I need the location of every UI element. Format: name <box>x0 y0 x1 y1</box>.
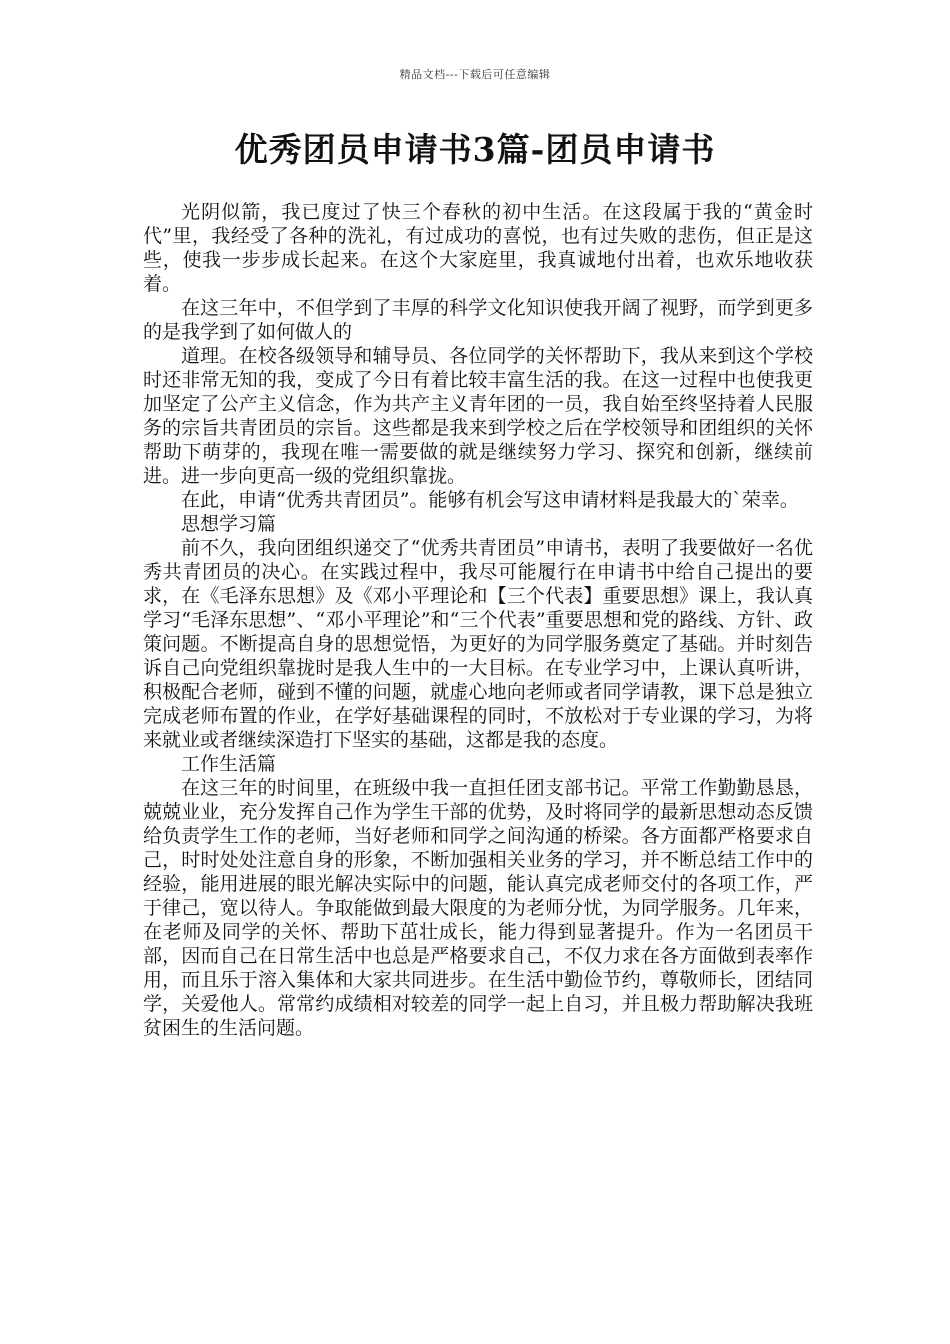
paragraph: 光阴似箭，我已度过了快三个春秋的初中生活。在这段属于我的“黄金时代”里，我经受了各种的洗礼，有过成功的喜悦，也有过失败的悲伤，但正是这些，使我一步步成长起来。在这个大家庭里，我真诚地付出着，也欢乐地收获着。 <box>143 201 813 295</box>
document-body <box>143 200 813 1040</box>
section-heading: 工作生活篇 <box>181 753 277 775</box>
document-title: 优秀团员申请书3篇-团员申请书 <box>234 130 716 169</box>
paragraph: 道理。在校各级领导和辅导员、各位同学的关怀帮助下，我从来到这个学校时还非常无知的我，变成了今日有着比较丰富生活的我。在这一过程中也使我更加坚定了公产主义信念，作为共产主义青年团的一员，我自始至终坚持着人民服务的宗旨共青团员的宗旨。这些都是我来到学校之后在学校领导和团组织的关怀帮助下萌芽的，我现在唯一需要做的就是继续努力学习、探究和创新，继续前进。进一步向更高一级的党组织靠拢。 <box>143 345 813 487</box>
header-note: 精品文档---下载后可任意编辑 <box>399 68 551 81</box>
paragraph: 在这三年中，不但学到了丰厚的科学文化知识使我开阔了视野，而学到更多的是我学到了如何做人的 <box>143 297 813 343</box>
paragraph: 在这三年的时间里，在班级中我一直担任团支部书记。平常工作勤勤恳恳，兢兢业业，充分发挥自己作为学生干部的优势，及时将同学的最新思想动态反馈给负责学生工作的老师，当好老师和同学之间沟通的桥梁。各方面都严格要求自己，时时处处注意自身的形象，不断加强相关业务的学习，并不断总结工作中的经验，能用进展的眼光解决实际中的问题，能认真完成老师交付的各项工作，严于律己，宽以待人。争取能做到最大限度的为老师分忧，为同学服务。几年来，在老师及同学的关怀、帮助下茁壮成长，能力得到显著提升。作为一名团员干部，因而自己在日常生活中也总是严格要求自己，不仅力求在各方面做到表率作用，而且乐于溶入集体和大家共同进步。在生活中勤俭节约，尊敬师长，团结同学，关爱他人。常常约成绩相对较差的同学一起上自习，并且极力帮助解决我班贫困生的生活问题。 <box>143 777 813 1039</box>
paragraph: 在此，申请“优秀共青团员”。能够有机会写这申请材料是我最大的`荣幸。 <box>181 489 799 511</box>
paragraph: 前不久，我向团组织递交了“优秀共青团员”申请书，表明了我要做好一名优秀共青团员的决心。在实践过程中，我尽可能履行在申请书中给自己提出的要求，在《毛泽东思想》及《邓小平理论和【三个代表】重要思想》课上，我认真学习“毛泽东思想”、“邓小平理论”和“三个代表”重要思想和党的路线、方针、政策问题。不断提高自身的思想觉悟，为更好的为同学服务奠定了基础。并时刻告诉自己向党组织靠拢时是我人生中的一大目标。在专业学习中，上课认真听讲，积极配合老师，碰到不懂的问题，就虚心地向老师或者同学请教，课下总是独立完成老师布置的作业，在学好基础课程的同时，不放松对于专业课的学习，为将来就业或者继续深造打下坚实的基础，这都是我的态度。 <box>143 537 813 751</box>
section-heading: 思想学习篇 <box>181 513 277 535</box>
